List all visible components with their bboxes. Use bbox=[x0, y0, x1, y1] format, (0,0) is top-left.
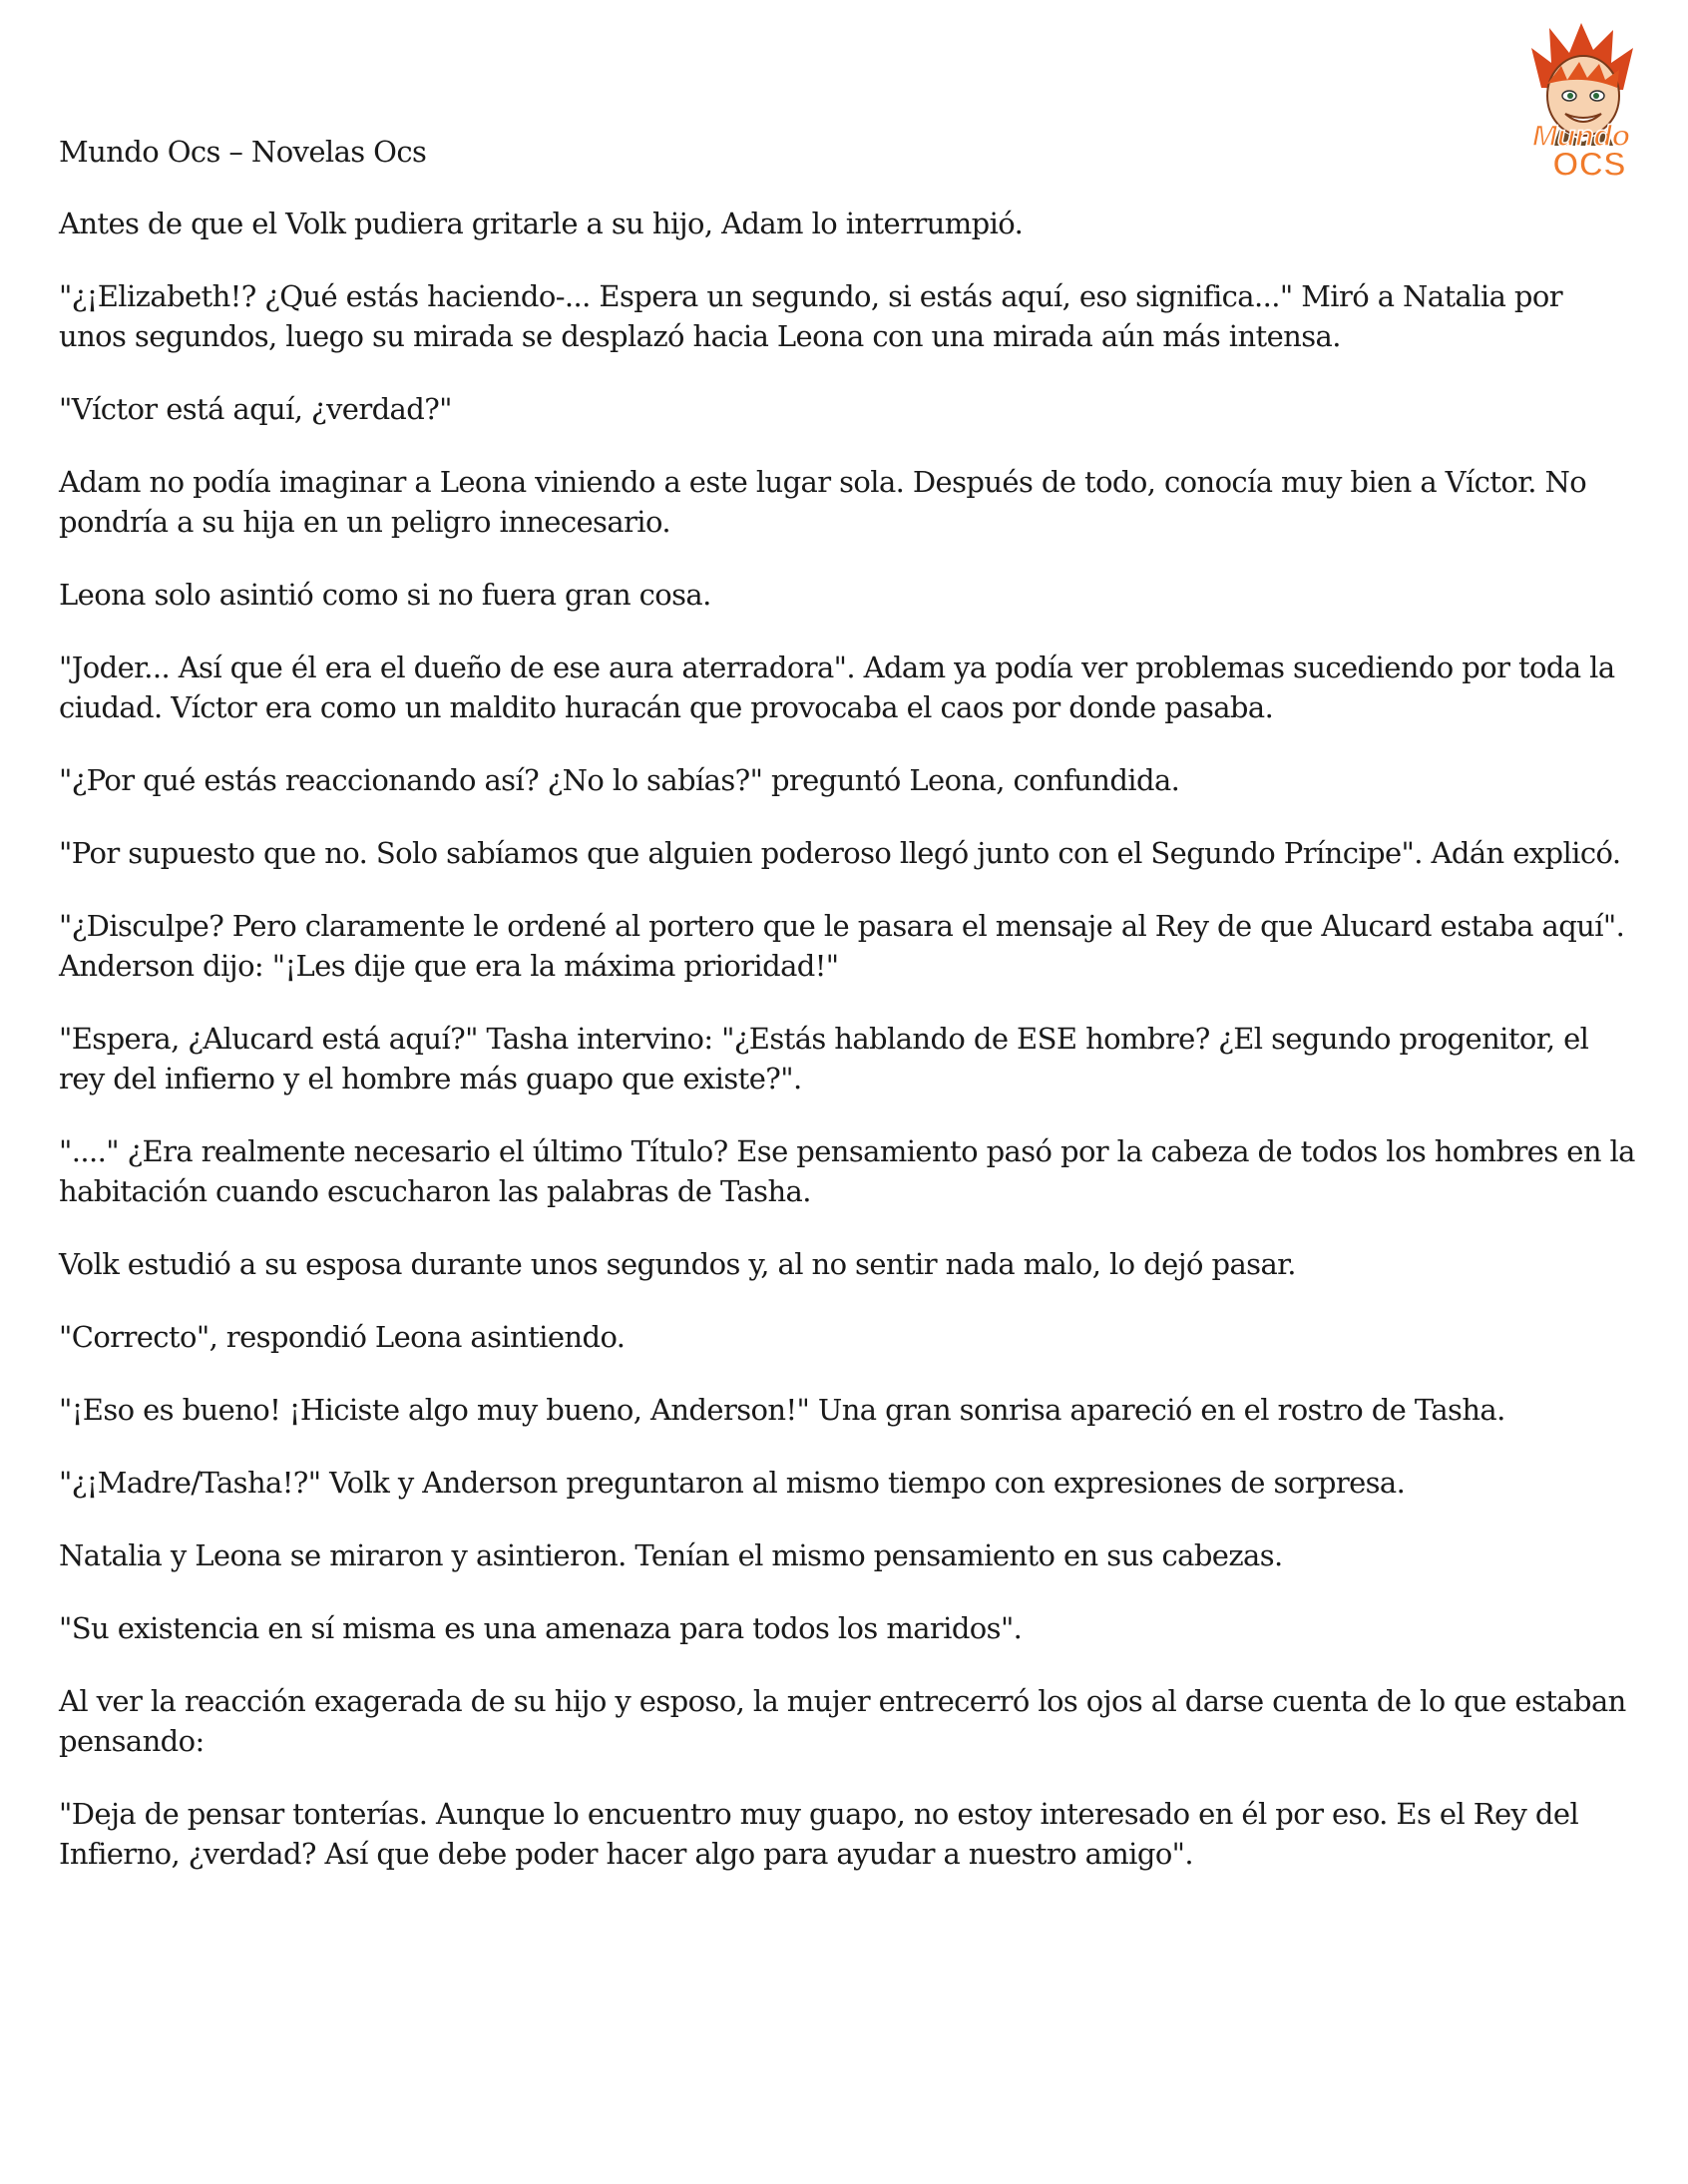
paragraph: "Por supuesto que no. Solo sabíamos que alguien poderoso llegó junto con el Segundo Príncipe". Adán explicó. bbox=[59, 836, 1621, 870]
paragraph: Natalia y Leona se miraron y asintieron. Tenían el mismo pensamiento en sus cabezas. bbox=[59, 1538, 1283, 1572]
paragraph: "¿Disculpe? Pero claramente le ordené al portero que le pasara el mensaje al Rey de que Alucard estaba aquí". Anderson dijo: "¡Les dije que era la máxima prioridad!" bbox=[59, 909, 1625, 983]
paragraph: "...." ¿Era realmente necesario el último Título? Ese pensamiento pasó por la cabeza de todos los hombres en la habitación cuando escucharon las palabras de Tasha. bbox=[59, 1134, 1635, 1208]
paragraph: Antes de que el Volk pudiera gritarle a su hijo, Adam lo interrumpió. bbox=[59, 207, 1024, 240]
svg-text:OCS: OCS bbox=[1552, 146, 1626, 183]
paragraph: "Su existencia en sí misma es una amenaza para todos los maridos". bbox=[59, 1611, 1023, 1645]
paragraph: Al ver la reacción exagerada de su hijo y esposo, la mujer entrecerró los ojos al darse cuenta de lo que estaban pensando: bbox=[59, 1684, 1626, 1758]
paragraph: "Deja de pensar tonterías. Aunque lo encuentro muy guapo, no estoy interesado en él por eso. Es el Rey del Infierno, ¿verdad? Así que debe poder hacer algo para ayudar a nuestro amigo". bbox=[59, 1797, 1579, 1871]
paragraph: "Víctor está aquí, ¿verdad?" bbox=[59, 392, 452, 426]
paragraph: "¿¡Elizabeth!? ¿Qué estás haciendo-... Espera un segundo, si estás aquí, eso significa..." Miró a Natalia por unos segundos, luego su mirada se desplazó hacia Leona con una mirada aún más intensa. bbox=[59, 279, 1562, 353]
document-header: Mundo Ocs – Novelas Ocs bbox=[59, 135, 427, 169]
paragraph: "¿Por qué estás reaccionando así? ¿No lo sabías?" preguntó Leona, confundida. bbox=[59, 763, 1180, 797]
paragraph: Adam no podía imaginar a Leona viniendo a este lugar sola. Después de todo, conocía muy bien a Víctor. No pondría a su hija en un peligro innecesario. bbox=[59, 465, 1587, 539]
paragraph: "Joder... Así que él era el dueño de ese aura aterradora". Adam ya podía ver problemas sucediendo por toda la ciudad. Víctor era como un maldito huracán que provocaba el caos por donde pasaba. bbox=[59, 651, 1615, 724]
paragraph: Volk estudió a su esposa durante unos segundos y, al no sentir nada malo, lo dejó pasar. bbox=[59, 1247, 1296, 1281]
paragraph: "¡Eso es bueno! ¡Hiciste algo muy bueno, Anderson!" Una gran sonrisa apareció en el rostro de Tasha. bbox=[59, 1393, 1505, 1427]
paragraph: Leona solo asintió como si no fuera gran cosa. bbox=[59, 578, 711, 612]
svg-text:Mundo: Mundo bbox=[1531, 120, 1631, 153]
paragraph: "Correcto", respondió Leona asintiendo. bbox=[59, 1320, 626, 1354]
paragraph: "¿¡Madre/Tasha!?" Volk y Anderson preguntaron al mismo tiempo con expresiones de sorpresa. bbox=[59, 1466, 1406, 1500]
document-body bbox=[59, 132, 1635, 1907]
paragraph: "Espera, ¿Alucard está aquí?" Tasha intervino: "¿Estás hablando de ESE hombre? ¿El segundo progenitor, el rey del infierno y el hombre más guapo que existe?". bbox=[59, 1022, 1589, 1095]
